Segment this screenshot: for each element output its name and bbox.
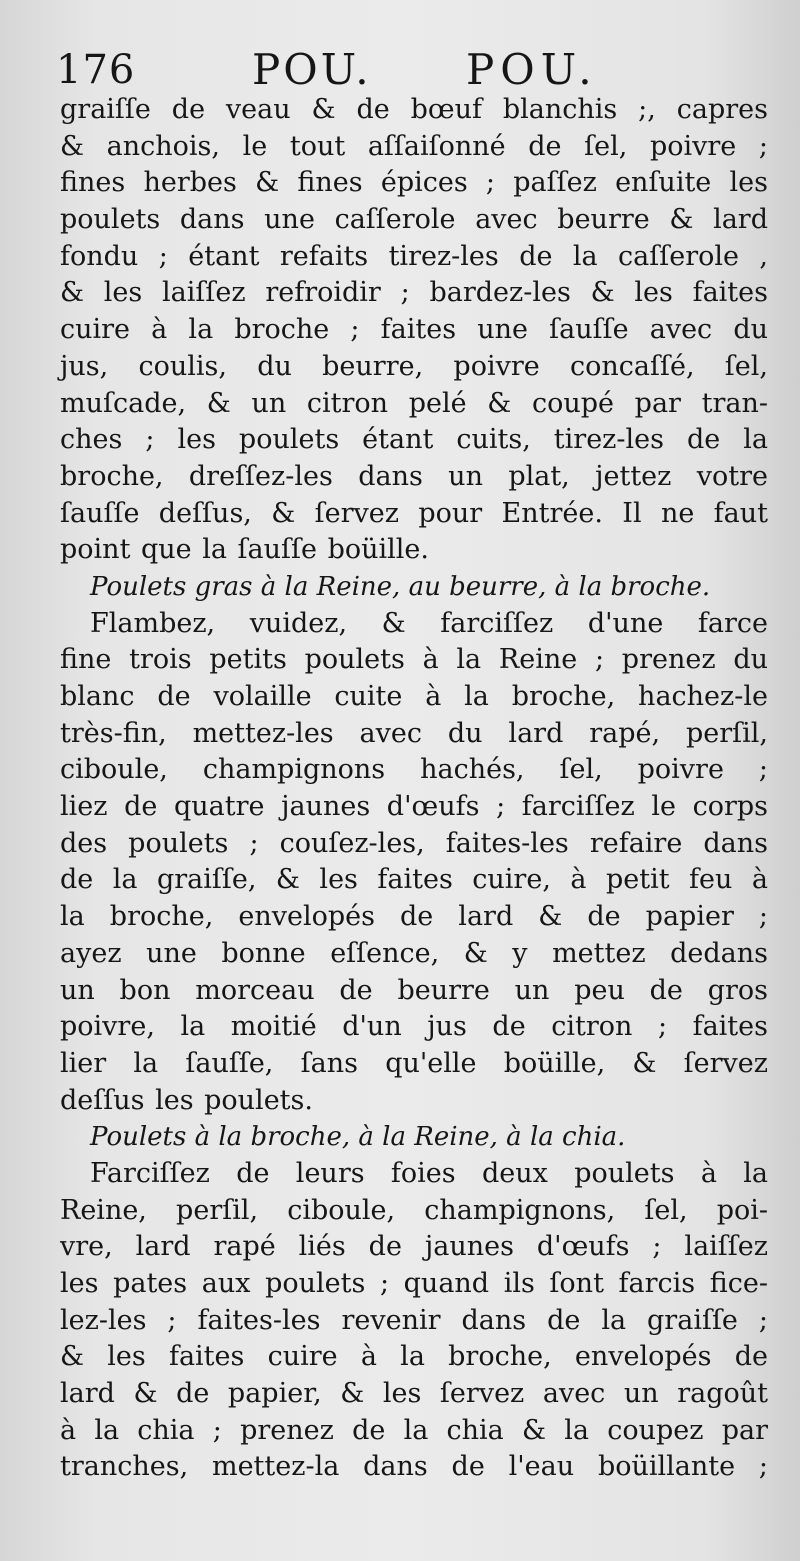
text-line: Flambez, vuidez, & farciſſez d'une farce (90, 607, 768, 639)
text-line: lez-les ; faites-les revenir dans de la graiſſe ; (60, 1304, 768, 1336)
text-line: liez de quatre jaunes d'œufs ; farciſſez le corps (60, 791, 768, 823)
text-line: ſauſſe deſſus, & ſervez pour Entrée. Il ne faut (60, 497, 768, 529)
paragraph-recipe (60, 606, 768, 1120)
text-line: muſcade, & un citron pelé & coupé par tran- (60, 387, 768, 419)
section-heading: Poulets à la broche, à la Reine, à la chia. (90, 1122, 626, 1153)
page-number: 176 (56, 47, 136, 93)
text-line: des poulets ; couſez-les, faites-les refaire dans (60, 827, 768, 859)
text-line: Reine, perſil, ciboule, champignons, ſel, poi- (60, 1194, 768, 1226)
text-line: Farciſſez de leurs foies deux poulets à la (90, 1157, 768, 1189)
text-line: ayez une bonne eſſence, & y mettez dedans (60, 937, 768, 969)
text-line: & anchois, le tout aſſaiſonné de ſel, poivre ; (60, 130, 768, 162)
text-line: jus, coulis, du beurre, poivre concaſſé, ſel, (60, 350, 768, 382)
text-line: poivre, la moitié d'un jus de citron ; faites (60, 1011, 768, 1043)
text-line: ciboule, champignons hachés, ſel, poivre ; (60, 754, 768, 786)
text-line: & les faites cuire à la broche, envelopés de (60, 1341, 768, 1373)
text-line: lier la ſauſſe, ſans qu'elle boüille, & ſervez (60, 1047, 768, 1079)
text-line: & les laiſſez refroidir ; bardez-les & les faites (60, 277, 768, 309)
text-line: deſſus les poulets. (60, 1084, 313, 1116)
text-line: de la graiſſe, & les faites cuire, à petit feu à (60, 864, 768, 896)
text-line: blanc de volaille cuite à la broche, hachez-le (60, 681, 768, 712)
text-line: graiſſe de veau & de bœuf blanchis ;, capres (60, 94, 768, 125)
section-heading: Poulets gras à la Reine, au beurre, à la broche. (90, 571, 711, 602)
running-head-right: POU. (466, 45, 598, 94)
text-line: vre, lard rapé liés de jaunes d'œufs ; laiſſez (60, 1231, 768, 1263)
text-line: ches ; les poulets étant cuits, tirez-les de la (60, 424, 768, 456)
text-line: point que la ſauſſe boüille. (60, 534, 429, 566)
text-line: poulets dans une caſſerole avec beurre & lard (60, 204, 768, 236)
text-line: lard & de papier, & les ſervez avec un ragoût (60, 1378, 768, 1410)
text-line: broche, dreſſez-les dans un plat, jettez votre (60, 460, 768, 492)
text-line: fines herbes & fines épices ; paſſez enſuite les (60, 167, 768, 199)
paragraph-continued (60, 92, 768, 569)
paragraph-recipe (60, 1156, 768, 1486)
text-line: la broche, envelopés de lard & de papier ; (60, 901, 768, 933)
text-line: très-fin, mettez-les avec du lard rapé, perſil, (60, 717, 768, 749)
running-head-left: POU. (252, 45, 372, 94)
text-line: tranches, mettez-la dans de l'eau boüillante ; (60, 1451, 768, 1483)
page-header (56, 42, 656, 98)
text-line: à la chia ; prenez de la chia & la coupez par (60, 1414, 768, 1446)
text-line: fine trois petits poulets à la Reine ; prenez du (60, 644, 768, 676)
page-body (60, 92, 768, 1486)
text-line: les pates aux poulets ; quand ils ſont farcis fice- (60, 1268, 768, 1299)
text-line: cuire à la broche ; faites une ſauſſe avec du (60, 314, 768, 346)
text-line: fondu ; étant refaits tirez-les de la caſſerole , (60, 240, 768, 272)
text-line: un bon morceau de beurre un peu de gros (60, 974, 768, 1006)
